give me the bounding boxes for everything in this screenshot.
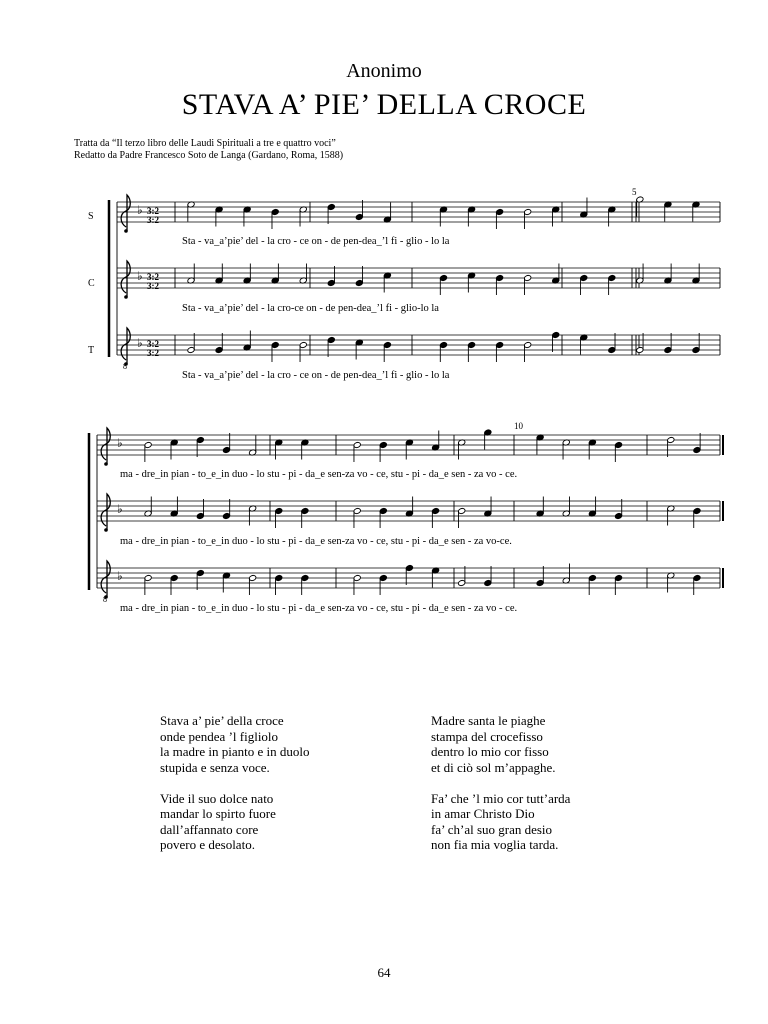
- treble-clef-icon: [104, 528, 108, 532]
- poem-line: non fia mia voglia tarda.: [431, 837, 559, 852]
- poem-line: la madre in pianto e in duolo: [160, 744, 310, 759]
- poem-line: dentro lo mio cor fisso: [431, 744, 549, 759]
- poem-line: Stava a’ pie’ della croce: [160, 713, 284, 728]
- lyrics-t-system-1: Sta - va_a’pie’ del - la cro - ce on - de pen-dea_’l fi - glio - lo la: [182, 370, 450, 381]
- flat-icon: ♭: [137, 203, 143, 217]
- poem-stanza: [431, 713, 570, 775]
- treble-clef-icon: [124, 295, 128, 299]
- tenor-clef-8: 8: [103, 595, 107, 604]
- poem-line: in amar Christo Dio: [431, 806, 535, 821]
- poem-line: mandar lo spirto fuore: [160, 806, 276, 821]
- poem-line: povero e desolato.: [160, 837, 255, 852]
- poem-line: stampa del crocefisso: [431, 728, 543, 744]
- treble-clef-icon: [121, 195, 130, 231]
- treble-clef-icon: [104, 462, 108, 466]
- measure-number-10: 10: [514, 421, 523, 431]
- treble-clef-icon: [101, 494, 110, 530]
- poem-line: stupida e senza voce.: [160, 759, 270, 775]
- flat-icon: ♭: [137, 336, 143, 350]
- time-signature: 3:2: [147, 206, 159, 216]
- page-number: 64: [377, 965, 391, 980]
- poem-stanza: [160, 791, 309, 853]
- poem-line: fa’ ch’al suo gran desio: [431, 821, 553, 837]
- flat-icon: ♭: [117, 569, 123, 583]
- poem-line: dall’affannato core: [160, 821, 259, 837]
- treble-clef-icon: [101, 561, 110, 597]
- poem-line: onde pendea ’l figliolo: [160, 728, 279, 744]
- treble-clef-icon: [124, 229, 128, 233]
- page-title: STAVA A’ PIE’ DELLA CROCE: [181, 88, 587, 121]
- poem-left-column: [160, 713, 309, 868]
- voice-label-soprano: S: [88, 211, 94, 222]
- time-signature: 3:2: [147, 272, 159, 282]
- lyrics-c-system-2: ma - dre_in pian - to_e_in duo - lo stu - pi - da_e sen-za vo - ce, stu - pi - da_e sen - za vo-ce.: [120, 536, 512, 547]
- flat-icon: ♭: [117, 502, 123, 516]
- time-signature: 3:2: [147, 215, 159, 225]
- poem-line: Vide il suo dolce nato: [160, 790, 274, 806]
- voice-label-tenor: T: [88, 345, 95, 356]
- poem-line: Madre santa le piaghe: [431, 713, 546, 728]
- treble-clef-icon: [121, 261, 130, 297]
- time-signature: 3:2: [147, 348, 159, 358]
- tenor-clef-8: 8: [123, 362, 127, 371]
- lyrics-c-system-1: Sta - va_a’pie’ del - la cro-ce on - de pen-dea_’l fi - glio-lo la: [182, 303, 439, 314]
- voice-label-contralto: C: [88, 278, 95, 289]
- poem-stanza: [431, 791, 570, 853]
- lyrics-t-system-2: ma - dre_in pian - to_e_in duo - lo stu - pi - da_e sen-za vo - ce, stu - pi - da_e sen - za vo - ce.: [120, 603, 518, 614]
- poem-line: Fa’ che ’l mio cor tutt’arda: [431, 790, 571, 806]
- source-line-1: Tratta da “Il terzo libro delle Laudi Spirituali a tre e quattro voci”: [74, 138, 336, 149]
- time-signature: 3:2: [147, 281, 159, 291]
- treble-clef-icon: [101, 428, 110, 464]
- treble-clef-icon: [121, 328, 130, 364]
- source-line-2: Redatto da Padre Francesco Soto de Langa (Gardano, Roma, 1588): [74, 150, 344, 161]
- measure-number-5: 5: [632, 187, 637, 197]
- poem-line: et di ciò sol m’appaghe.: [431, 759, 556, 775]
- flat-icon: ♭: [137, 269, 143, 283]
- flat-icon: ♭: [117, 436, 123, 450]
- lyrics-s-system-2: ma - dre_in pian - to_e_in duo - lo stu - pi - da_e sen-za vo - ce, stu - pi - da_e sen - za vo - ce.: [120, 469, 518, 480]
- poem-stanza: [160, 713, 309, 775]
- time-signature: 3:2: [147, 339, 159, 349]
- lyrics-s-system-1: Sta - va_a’pie’ del - la cro - ce on - de pen-dea_’l fi - glio - lo la: [182, 236, 450, 247]
- poem-right-column: [431, 713, 570, 868]
- composer-name: Anonimo: [346, 60, 422, 82]
